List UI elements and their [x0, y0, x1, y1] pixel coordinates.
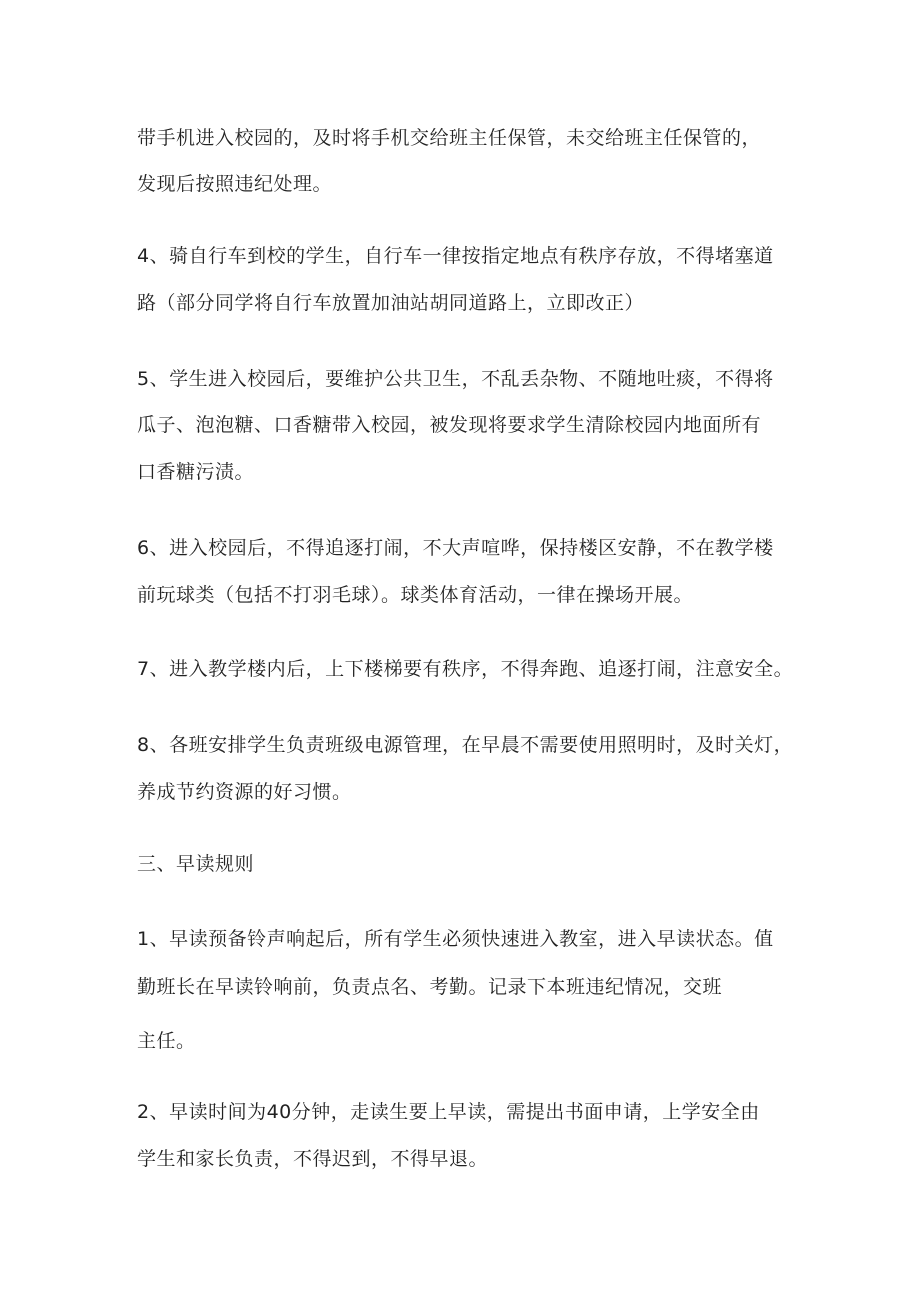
text-line: 瓜子、泡泡糖、口香糖带入校园，被发现将要求学生清除校园内地面所有: [137, 414, 762, 436]
text-line: 口香糖污渍。: [137, 461, 255, 483]
text-line: 勤班长在早读铃响前，负责点名、考勤。记录下本班违纪情况，交班: [137, 976, 723, 998]
text-line: 学生和家长负责，不得迟到，不得早退。: [137, 1148, 489, 1170]
text-line: 发现后按照违纪处理。: [137, 173, 333, 195]
text-line: 带手机进入校园的，及时将手机交给班主任保管，未交给班主任保管的，: [137, 127, 762, 149]
text-line: 前玩球类（包括不打羽毛球）。球类体育活动，一律在操场开展。: [137, 584, 694, 606]
text-line: 养成节约资源的好习惯。: [137, 781, 352, 803]
text-line: 2、早读时间为40分钟，走读生要上早读，需提出书面申请，上学安全由: [137, 1101, 760, 1123]
text-line: 5、学生进入校园后，要维护公共卫生，不乱丢杂物、不随地吐痰，不得将: [137, 368, 774, 390]
text-line: 1、早读预备铃声响起后，所有学生必须快速进入教室，进入早读状态。值: [137, 928, 774, 950]
section-heading: 三、早读规则: [137, 853, 255, 875]
text-line: 7、进入教学楼内后，上下楼梯要有秩序，不得奔跑、追逐打闹，注意安全。: [137, 658, 794, 680]
text-line: 路（部分同学将自行车放置加油站胡同道路上，立即改正）: [137, 292, 645, 314]
text-line: 主任。: [137, 1030, 196, 1052]
text-line: 8、各班安排学生负责班级电源管理，在早晨不需要使用照明时，及时关灯，: [137, 734, 794, 756]
text-line: 4、骑自行车到校的学生，自行车一律按指定地点有秩序存放，不得堵塞道: [137, 245, 774, 267]
text-line: 6、进入校园后，不得追逐打闹，不大声喧哗，保持楼区安静，不在教学楼: [137, 537, 774, 559]
